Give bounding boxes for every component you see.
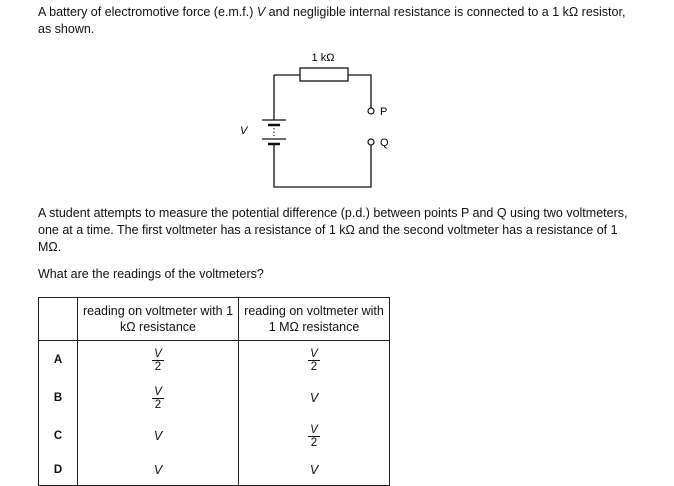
- fraction-numerator: V: [310, 347, 318, 360]
- intro-text-1: A battery of electromotive force (e.m.f.): [38, 5, 257, 19]
- circuit-diagram: [230, 48, 430, 193]
- intro-text-2: and negligible internal resistance is connected to a 1 kΩ resistor, as shown.: [38, 5, 626, 36]
- wire-lower-loop: [274, 144, 371, 187]
- reading-1k-d: V: [153, 463, 163, 477]
- battery: [262, 120, 286, 144]
- option-a[interactable]: A: [53, 354, 63, 366]
- question-prompt: What are the readings of the voltmeters?: [38, 267, 264, 281]
- table-header-row: [39, 298, 390, 341]
- resistor-label: 1 kΩ: [311, 52, 335, 64]
- header-blank: [39, 298, 78, 341]
- reading-1m-c: [239, 417, 389, 455]
- readings-1k-column: [78, 341, 239, 486]
- terminal-p: [368, 108, 374, 114]
- fraction: [152, 348, 164, 373]
- terminal-q: [368, 139, 374, 145]
- reading-1k-c: V: [153, 429, 163, 443]
- question-intro: [38, 4, 638, 38]
- option-d[interactable]: D: [53, 464, 63, 476]
- table-body-row: [39, 341, 390, 486]
- fraction: [152, 386, 164, 411]
- reading-1k-a: [78, 341, 238, 379]
- wire-top-right: [348, 75, 371, 108]
- fraction-numerator: V: [310, 423, 318, 436]
- battery-label: V: [240, 125, 248, 137]
- option-c[interactable]: C: [53, 430, 63, 442]
- fraction-denominator: 2: [154, 398, 162, 411]
- reading-1m-a: [239, 341, 389, 379]
- reading-1m-b: V: [309, 391, 319, 405]
- header-1m-voltmeter: reading on voltmeter with 1 MΩ resistance: [239, 298, 390, 341]
- fraction-numerator: V: [154, 385, 162, 398]
- options-column: [39, 341, 78, 486]
- question-body: A student attempts to measure the potential difference (p.d.) between points P and Q using two voltmeters, one at a time. The first voltmeter has a resistance of 1 kΩ and the second voltmeter has a resistance of 1 MΩ.: [38, 206, 628, 254]
- point-p-label: P: [380, 106, 388, 118]
- header-1k-voltmeter: reading on voltmeter with 1 kΩ resistance: [78, 298, 239, 341]
- fraction-numerator: V: [154, 347, 162, 360]
- resistor: [300, 68, 348, 81]
- fraction: [308, 424, 320, 449]
- reading-1k-b: [78, 379, 238, 417]
- answer-table: [38, 297, 390, 486]
- intro-emf-symbol: V: [256, 5, 266, 19]
- readings-1m-column: [239, 341, 390, 486]
- fraction-denominator: 2: [154, 360, 162, 373]
- point-q-label: Q: [380, 137, 389, 149]
- reading-1m-d: V: [309, 463, 319, 477]
- fraction-denominator: 2: [310, 436, 318, 449]
- fraction-denominator: 2: [310, 360, 318, 373]
- option-b[interactable]: B: [53, 392, 63, 404]
- fraction: [308, 348, 320, 373]
